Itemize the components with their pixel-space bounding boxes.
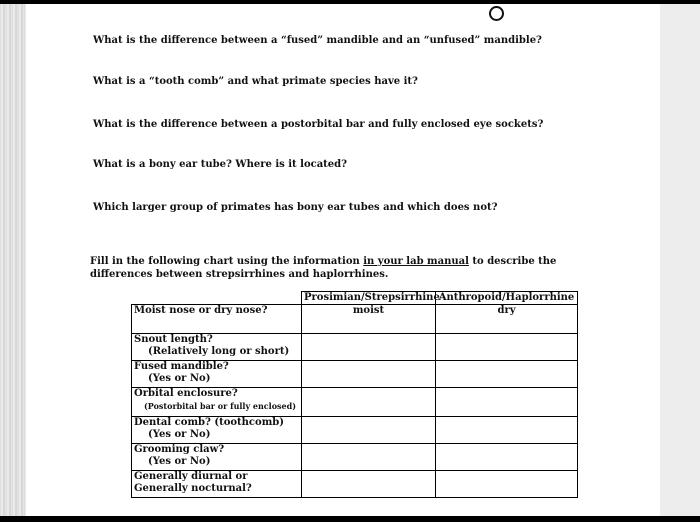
chart-instructions: Fill in the following chart using the information in your lab manual to describe the differences between strepsirrhines and haplorrhines. bbox=[90, 256, 557, 280]
cell-nose-strepsirrhine[interactable]: moist bbox=[302, 305, 436, 334]
cell-activity-strepsirrhine[interactable] bbox=[302, 471, 436, 498]
row-label-snout: Snout length? (Relatively long or short) bbox=[132, 334, 302, 361]
row-label-grooming-claw: Grooming claw? (Yes or No) bbox=[132, 444, 302, 471]
question-postorbital-bar: What is the difference between a postorbital bar and fully enclosed eye sockets? bbox=[93, 119, 544, 130]
question-tooth-comb: What is a “tooth comb” and what primate species have it? bbox=[93, 76, 418, 87]
cell-dental-comb-strepsirrhine[interactable] bbox=[302, 417, 436, 444]
question-bony-ear-tube: What is a bony ear tube? Where is it located? bbox=[93, 159, 348, 170]
left-margin bbox=[0, 4, 26, 516]
bottom-edge bbox=[0, 516, 700, 522]
cell-orbital-haplorrhine[interactable] bbox=[436, 388, 578, 417]
cell-dental-comb-haplorrhine[interactable] bbox=[436, 417, 578, 444]
row-label-nose: Moist nose or dry nose? bbox=[132, 305, 302, 334]
cell-snout-strepsirrhine[interactable] bbox=[302, 334, 436, 361]
circle-mark-icon bbox=[489, 6, 504, 21]
question-mandible: What is the difference between a “fused” mandible and an “unfused” mandible? bbox=[93, 35, 542, 46]
row-label-activity: Generally diurnal or Generally nocturnal? bbox=[132, 471, 302, 498]
cell-nose-haplorrhine[interactable]: dry bbox=[436, 305, 578, 334]
header-strepsirrhine: Prosimian/Strepsirrhine bbox=[302, 292, 436, 305]
right-margin bbox=[660, 4, 700, 516]
row-label-mandible: Fused mandible? (Yes or No) bbox=[132, 361, 302, 388]
lab-manual-underline: in your lab manual bbox=[363, 256, 469, 267]
header-haplorrhine: Anthropoid/Haplorrhine bbox=[436, 292, 578, 305]
cell-grooming-claw-strepsirrhine[interactable] bbox=[302, 444, 436, 471]
cell-grooming-claw-haplorrhine[interactable] bbox=[436, 444, 578, 471]
cell-activity-haplorrhine[interactable] bbox=[436, 471, 578, 498]
row-label-dental-comb: Dental comb? (toothcomb) (Yes or No) bbox=[132, 417, 302, 444]
comparison-chart bbox=[131, 291, 578, 498]
header-blank-cell bbox=[132, 292, 302, 305]
question-ear-tube-groups: Which larger group of primates has bony ear tubes and which does not? bbox=[93, 202, 498, 213]
cell-orbital-strepsirrhine[interactable] bbox=[302, 388, 436, 417]
cell-snout-haplorrhine[interactable] bbox=[436, 334, 578, 361]
row-label-orbital: Orbital enclosure? (Postorbital bar or fully enclosed) bbox=[132, 388, 302, 417]
cell-mandible-haplorrhine[interactable] bbox=[436, 361, 578, 388]
cell-mandible-strepsirrhine[interactable] bbox=[302, 361, 436, 388]
